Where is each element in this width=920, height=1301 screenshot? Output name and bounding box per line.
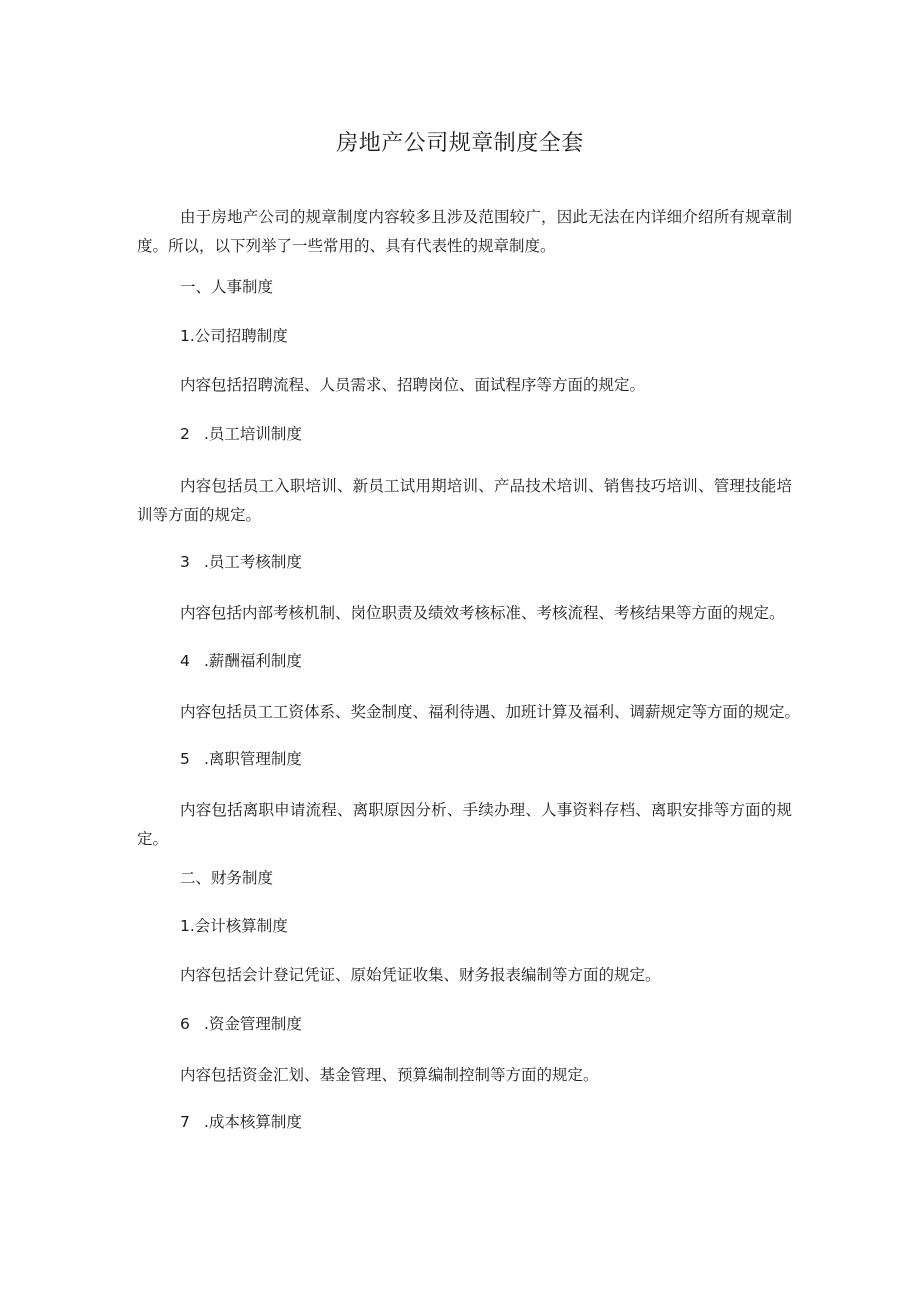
item-number: 7 <box>180 1113 190 1131</box>
item-title-text: .成本核算制度 <box>204 1113 302 1131</box>
item-title-text: .薪酬福利制度 <box>204 652 302 670</box>
document-title: 房地产公司规章制度全套 <box>336 131 584 156</box>
item-title-text: 1.会计核算制度 <box>180 917 288 935</box>
item-title-assessment <box>180 551 302 573</box>
item-title-text: .员工考核制度 <box>204 553 302 571</box>
item-content-resignation: 内容包括离职申请流程、离职原因分析、手续办理、人事资料存档、离职安排等方面的规定。 <box>137 801 792 848</box>
item-title-funds <box>180 1013 302 1035</box>
item-content-funds: 内容包括资金汇划、基金管理、预算编制控制等方面的规定。 <box>180 1066 599 1084</box>
item-number: 2 <box>180 425 190 443</box>
item-content-recruitment: 内容包括招聘流程、人员需求、招聘岗位、面试程序等方面的规定。 <box>180 376 646 394</box>
item-content-compensation: 内容包括员工工资体系、奖金制度、福利待遇、加班计算及福利、调薪规定等方面的规定。 <box>180 703 801 721</box>
item-number: 5 <box>180 750 190 768</box>
item-title-text: .员工培训制度 <box>204 425 302 443</box>
item-title-cost <box>180 1111 302 1133</box>
item-number: 4 <box>180 652 190 670</box>
item-title-text: 1.公司招聘制度 <box>180 327 288 345</box>
item-number: 6 <box>180 1015 190 1033</box>
item-title-compensation <box>180 650 302 672</box>
item-content-accounting: 内容包括会计登记凭证、原始凭证收集、财务报表编制等方面的规定。 <box>180 966 661 984</box>
item-title-accounting <box>180 915 288 937</box>
item-number: 3 <box>180 553 190 571</box>
intro-paragraph: 由于房地产公司的规章制度内容较多且涉及范围较广，因此无法在内详细介绍所有规章制度。所以，以下列举了一些常用的、具有代表性的规章制度。 <box>137 208 792 255</box>
section-heading-personnel: 一、人事制度 <box>180 278 274 296</box>
item-content-assessment: 内容包括内部考核机制、岗位职责及绩效考核标准、考核流程、考核结果等方面的规定。 <box>180 604 785 622</box>
item-title-training <box>180 423 302 445</box>
item-title-text: .资金管理制度 <box>204 1015 302 1033</box>
section-heading-finance: 二、财务制度 <box>180 869 274 887</box>
item-title-recruitment <box>180 325 288 347</box>
item-content-training: 内容包括员工入职培训、新员工试用期培训、产品技术培训、销售技巧培训、管理技能培训等方面的规定。 <box>137 477 792 524</box>
item-title-resignation <box>180 748 302 770</box>
item-title-text: .离职管理制度 <box>204 750 302 768</box>
